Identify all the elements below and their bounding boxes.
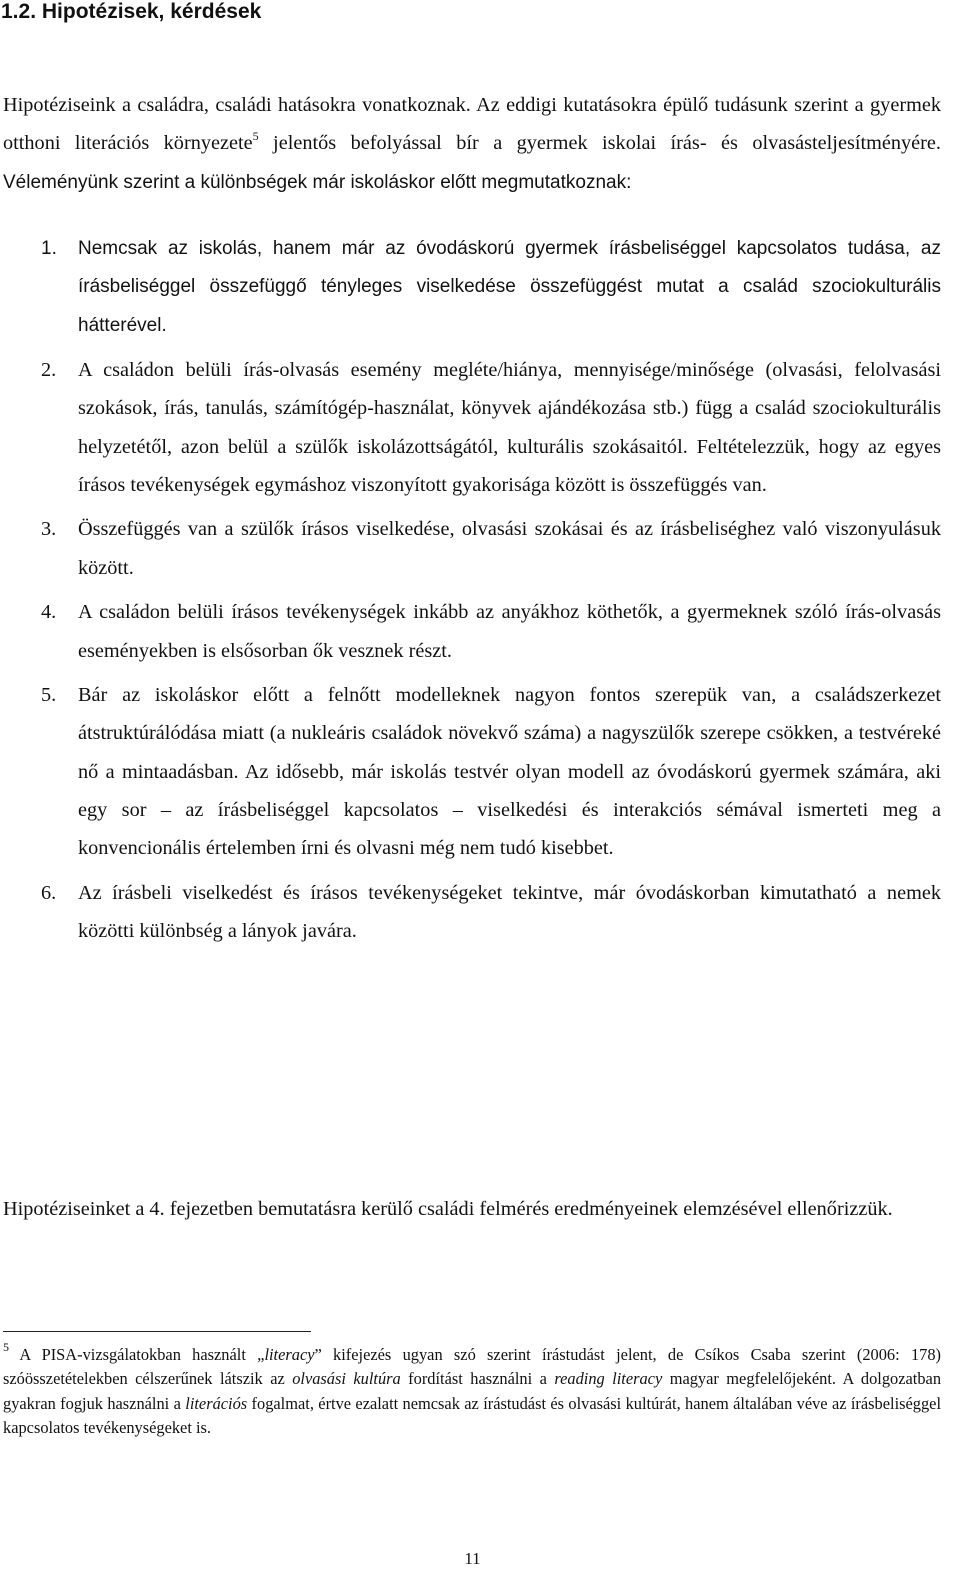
- hypothesis-text: Az írásbeli viselkedést és írásos tevékenységeket tekintve, már óvodáskorban kimutatható a nemek közötti különbség a lányok javára.: [78, 881, 941, 942]
- page-number: 11: [464, 1549, 481, 1568]
- footnote-separator: [3, 1331, 311, 1332]
- footnote-term-reading-literacy: reading literacy: [554, 1369, 663, 1389]
- intro-text-3: Véleményünk szerint a különbségek már iskoláskor előtt megmutatkoznak:: [3, 171, 632, 193]
- footnote-marker: 5: [3, 1340, 9, 1354]
- intro-paragraph: [3, 86, 941, 202]
- hypothesis-item: [0, 593, 941, 670]
- footnote-term-literacios: literációs: [185, 1393, 248, 1413]
- footnote-text-3: fordítást használni a: [400, 1369, 555, 1389]
- hypothesis-number: 3.: [41, 518, 57, 541]
- hypothesis-number: 1.: [41, 238, 57, 259]
- hypothesis-text: Nemcsak az iskolás, hanem már az óvodáskorú gyermek írásbeliséggel kapcsolatos tudása, az írásbeliséggel összefüggő tényleges viselkedése összefüggést mutat a család szociokulturális hátterével.: [78, 238, 941, 336]
- hypothesis-item: [0, 676, 941, 867]
- footnote-text-5: fogalmat, értve ezalatt nemcsak az írástudást és olvasási kultúrát, hanem általában véve az írásbeliséggel kapcsolatos tevékenységeket is.: [3, 1393, 941, 1437]
- intro-text-2: jelentős befolyással bír a gyermek iskolai írás- és olvasásteljesítményére.: [258, 132, 941, 155]
- intro-text-1: Hipotéziseink a családra, családi hatásokra vonatkoznak. Az eddigi kutatásokra épülő tudásunk szerint a gyermek otthoni literációs környezete: [3, 94, 941, 155]
- footnote-term-literacy: literacy: [264, 1345, 315, 1364]
- footnote-text-1: A PISA-vizsgálatokban használt „: [9, 1345, 265, 1364]
- footnote-reference: 5: [252, 129, 259, 144]
- hypothesis-number: 6.: [41, 881, 57, 904]
- hypothesis-text: A családon belüli írás-olvasás esemény megléte/hiánya, mennyisége/minősége (olvasási, felolvasási szokások, írás, tanulás, számítógép-használat, könyvek ajándékozása stb.) függ a család szociokulturális helyzetétől, azon belül a szülők iskolázottságától, kulturális szokásaitól. Feltételezzük, hogy az egyes írásos tevékenységek egymáshoz viszonyított gyakorisága között is összefüggés van.: [78, 359, 941, 496]
- hypothesis-item: [0, 351, 941, 504]
- footnote: [3, 1340, 942, 1440]
- closing-paragraph: Hipotéziseinket a 4. fejezetben bemutatásra kerülő családi felmérés eredményeinek elemzésével ellenőrizzük.: [3, 1198, 893, 1220]
- hypothesis-item: [0, 510, 941, 587]
- hypothesis-number: 4.: [41, 601, 57, 624]
- hypothesis-number: 5.: [41, 684, 57, 707]
- footnote-text-2: ” kifejezés ugyan szó szerint írástudást jelent, de Csíkos Csaba szerint (2006: 178) szóösszetételekben célszerűnek látszik az: [3, 1345, 941, 1389]
- hypothesis-text: A családon belüli írásos tevékenységek inkább az anyákhoz köthetők, a gyermeknek szóló írás-olvasás eseményekben is elsősorban ők vesznek részt.: [78, 601, 941, 662]
- hypothesis-item: [0, 230, 941, 345]
- footnote-text-4: magyar megfelelőjeként. A dolgozatban gyakran fogjuk használni a: [3, 1369, 942, 1413]
- footnote-term-olvasasi-kultura: olvasási kultúra: [292, 1369, 401, 1389]
- section-heading: 1.2. Hipotézisek, kérdések: [1, 0, 262, 23]
- hypothesis-list: [0, 230, 941, 956]
- hypothesis-text: Bár az iskoláskor előtt a felnőtt modelleknek nagyon fontos szerepük van, a családszerkezet átstruktúrálódása miatt (a nukleáris családok növekvő száma) a nagyszülők szerepe csökken, a testvéreké nő a mintaadásban. Az idősebb, már iskolás testvér olyan modell az óvodáskorú gyermek számára, aki egy sor – az írásbeliséggel kapcsolatos – viselkedési és interakciós sémával ismerteti meg a konvencionális értelemben írni és olvasni még nem tudó kisebbet.: [78, 684, 941, 860]
- hypothesis-item: [0, 874, 941, 951]
- hypothesis-text: Összefüggés van a szülők írásos viselkedése, olvasási szokásai és az írásbeliséghez való viszonyulásuk között.: [78, 518, 941, 579]
- hypothesis-number: 2.: [41, 359, 57, 382]
